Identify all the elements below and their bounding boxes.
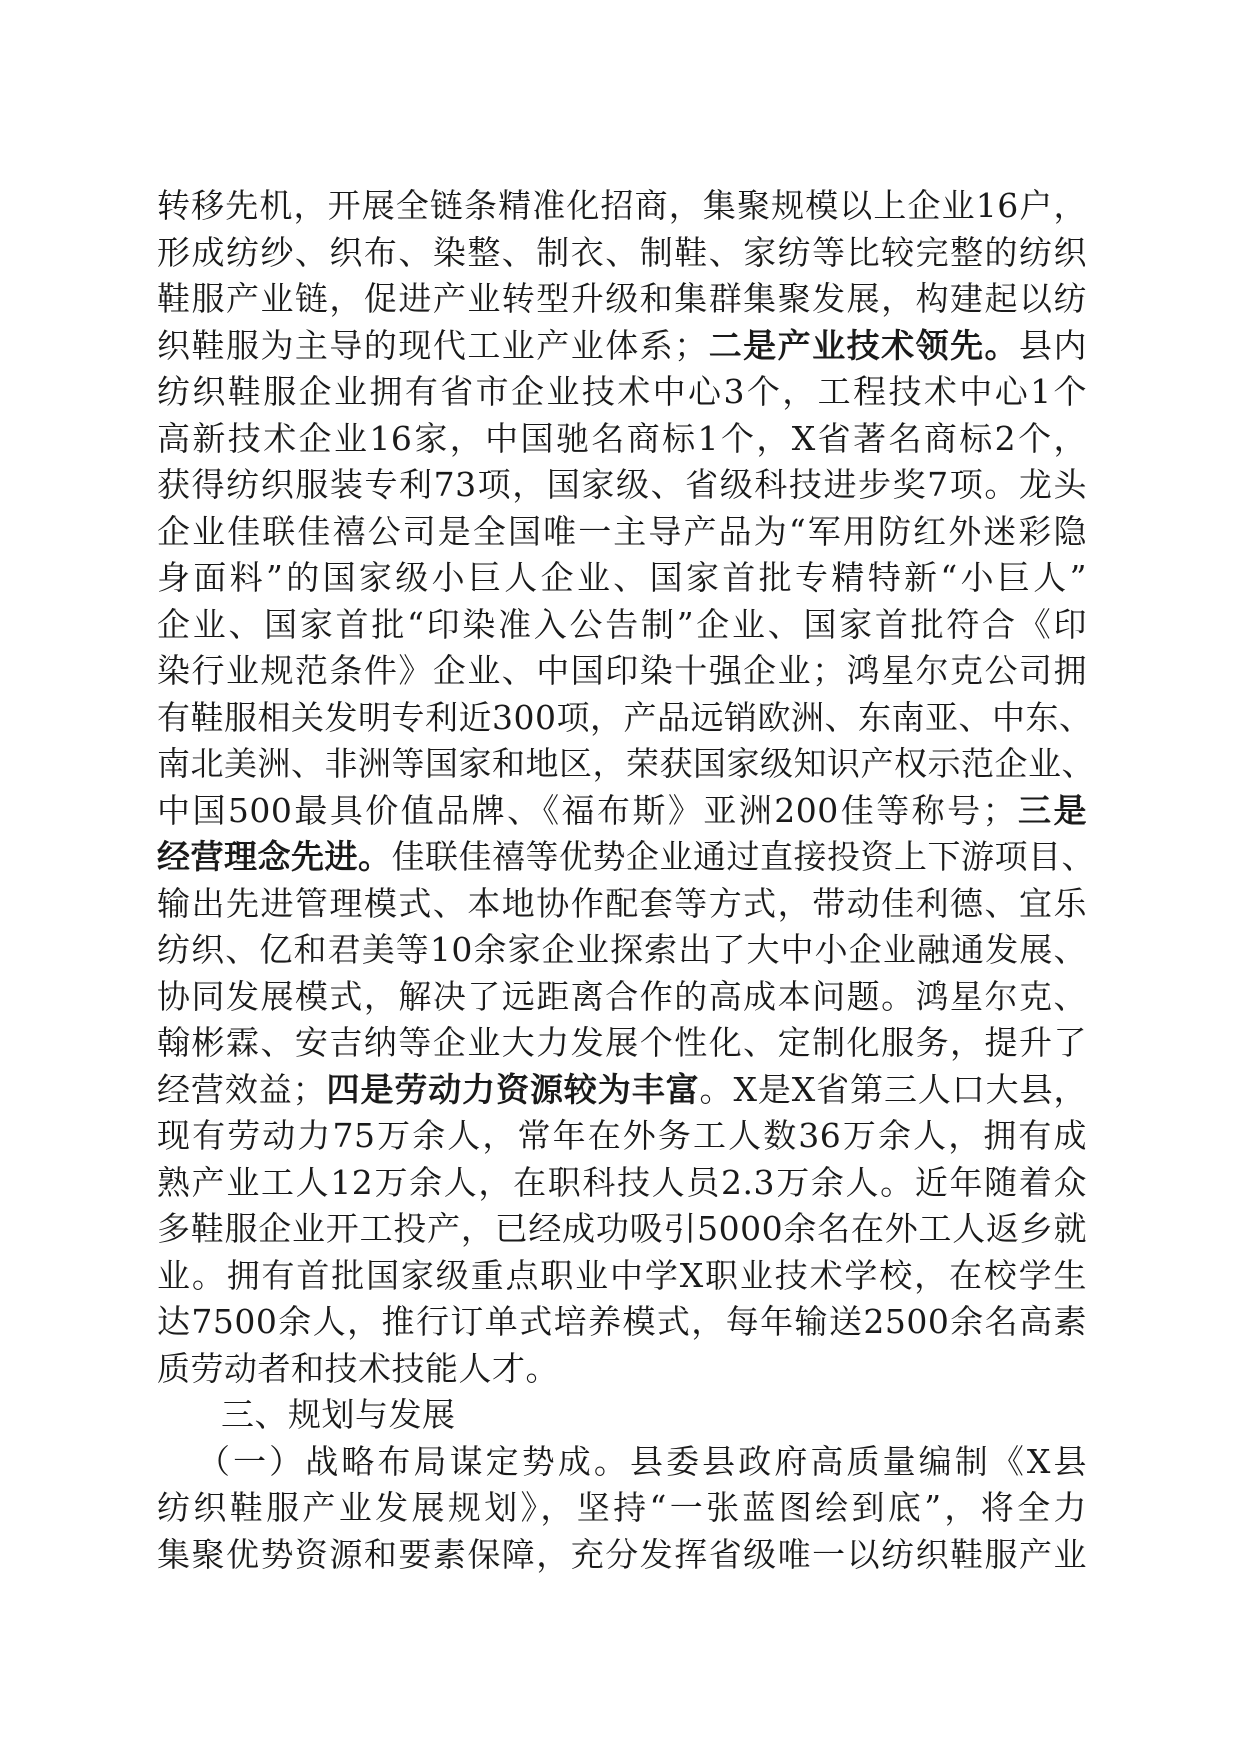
text-line: 有鞋服相关发明专利近300项，产品远销欧洲、东南亚、中东、 [157, 697, 1093, 737]
text-line: 质劳动者和技术技能人才。 [157, 1348, 559, 1388]
text-line: 熟产业工人12万余人，在职科技人员2.3万余人。近年随着众 [157, 1162, 1087, 1202]
text-run: 。X是X省第三人口大县， [699, 1069, 1087, 1109]
text-line: 转移先机，开展全链条精准化招商，集聚规模以上企业16户， [157, 186, 1087, 225]
text-line: 企业佳联佳禧公司是全国唯一主导产品为“军用防红外迷彩隐 [157, 511, 1087, 551]
text-line: 协同发展模式，解决了远距离合作的高成本问题。鸿星尔克、 [157, 976, 1087, 1016]
text-run: 中国500最具价值品牌、《福布斯》亚洲200佳等称号； [157, 790, 1017, 830]
text-line: 达7500余人，推行订单式培养模式，每年输送2500余名高素 [157, 1302, 1087, 1341]
text-line: 多鞋服企业开工投产，已经成功吸引5000余名在外工人返乡就 [157, 1209, 1087, 1248]
text-line: 南北美洲、非洲等国家和地区，荣获国家级知识产权示范企业、 [157, 744, 1095, 783]
text-line [157, 788, 1087, 835]
bold-run: 二是产业技术领先。 [707, 325, 1020, 365]
text-line: 集聚优势资源和要素保障，充分发挥省级唯一以纺织鞋服产业 [157, 1534, 1087, 1574]
text-line: 身面料”的国家级小巨人企业、国家首批专精特新“小巨人” [157, 558, 1087, 597]
text-run: 县内 [1019, 325, 1088, 365]
bold-run: 四是劳动力资源较为丰富 [326, 1069, 700, 1109]
bold-run: 经营理念先进。 [157, 837, 392, 876]
text-line: 业。拥有首批国家级重点职业中学X职业技术学校，在校学生 [157, 1255, 1087, 1295]
text-line [157, 834, 1095, 881]
text-line: 企业、国家首批“印染准入公告制”企业、国家首批符合《印 [157, 604, 1087, 644]
text-line: 获得纺织服装专利73项，国家级、省级科技进步奖7项。龙头 [157, 465, 1087, 504]
text-run: 经营效益； [157, 1069, 327, 1109]
text-line: （一）战略布局谋定势成。县委县政府高质量编制《X县 [197, 1441, 1087, 1481]
text-line: 形成纺纱、织布、染整、制衣、制鞋、家纺等比较完整的纺织 [157, 232, 1087, 272]
text-line: 纺织鞋服企业拥有省市企业技术中心3个，工程技术中心1个 [157, 372, 1087, 411]
text-line [157, 1067, 1087, 1114]
text-line: 染行业规范条件》企业、中国印染十强企业；鸿星尔克公司拥 [157, 651, 1087, 690]
text-run: 佳联佳禧等优势企业通过直接投资上下游项目、 [391, 837, 1095, 876]
text-line: 纺织鞋服产业发展规划》，坚持“一张蓝图绘到底”，将全力 [157, 1488, 1087, 1527]
text-run: 织鞋服为主导的现代工业产业体系； [157, 325, 708, 365]
text-line: 纺织、亿和君美等10余家企业探索出了大中小企业融通发展、 [157, 930, 1087, 969]
text-line: 高新技术企业16家，中国驰名商标1个，X省著名商标2个， [157, 418, 1087, 458]
text-line: 鞋服产业链，促进产业转型升级和集群集聚发展，构建起以纺 [157, 279, 1087, 318]
section-heading: 三、规划与发展 [221, 1395, 456, 1434]
text-line: 现有劳动力75万余人，常年在外务工人数36万余人，拥有成 [157, 1116, 1087, 1155]
bold-run: 三是 [1016, 790, 1087, 830]
text-line: 输出先进管理模式、本地协作配套等方式，带动佳利德、宜乐 [157, 883, 1087, 923]
text-line [157, 323, 1087, 370]
text-line: 翰彬霖、安吉纳等企业大力发展个性化、定制化服务，提升了 [157, 1023, 1087, 1062]
body-text [157, 183, 1095, 1578]
